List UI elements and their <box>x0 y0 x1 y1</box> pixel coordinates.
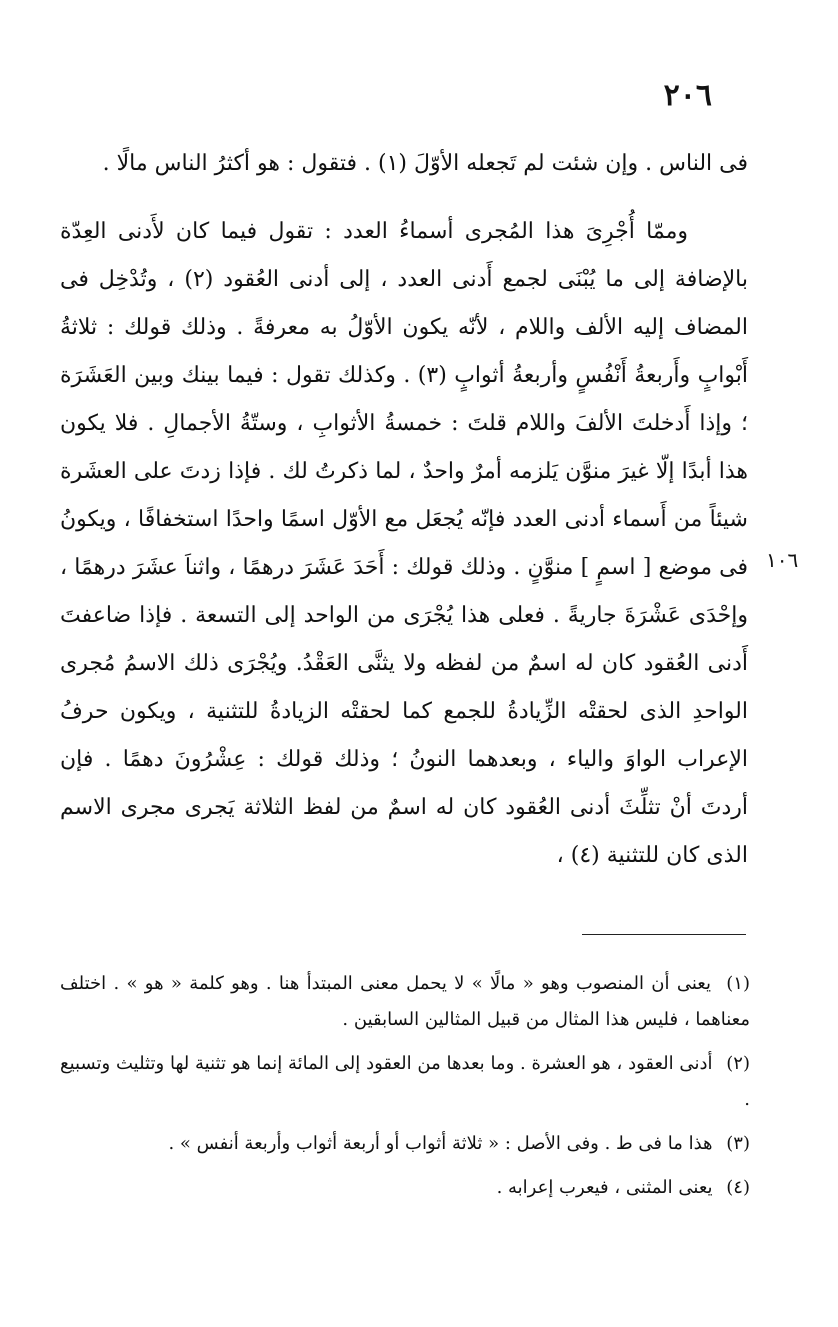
footnote-text: أدنى العقود ، هو العشرة . وما بعدها من العقود إلى المائة إنما هو تثنية لها وتثليث وتسبيع . <box>60 1053 750 1110</box>
footnote-number: (٣) <box>726 1133 750 1154</box>
footnote-3 <box>60 1126 750 1162</box>
footnote-2 <box>60 1046 750 1118</box>
footnote-text: هذا ما فى ط . وفى الأصل : « ثلاثة أثواب أو أربعة أثواب وأربعة أنفس » . <box>168 1133 713 1154</box>
footnote-1 <box>60 966 750 1038</box>
footnote-number: (٤) <box>726 1177 750 1198</box>
paragraph-2: وممّا أُجْرِىَ هذا المُجرى أسماءُ العدد : تقول فيما كان لأَدنى العِدّة بالإضافة إلى ما يُبْنَى لجمع أَدنى العدد ، إلى أدنى العُقود (٢) ، وتُدْخِل فى المضاف إليه الألف واللام ، لأنّه يكون الأوّلُ به معرفةً . وذلك قولك : ثلاثةُ أَبْوابٍ وأَربعةُ أَنْفُسٍ وأربعةُ أثوابٍ (٣) . وكذلك تقول : فيما بينك وبين العَشَرَة ؛ وإذا أَدخلتَ الألفَ واللام قلتَ : خمسةُ الأثوابِ ، وستّةُ الأجمالِ . فلا يكون هذا أبدًا إلّا غيرَ منوَّن يَلزمه أمرٌ واحدٌ ، لما ذكرتُ لك . فإذا زدتَ على العشَرة شيئاً من أَسماء أدنى العدد فإنّه يُجعَل مع الأوّل اسمًا واحدًا استخفافًا ، ويكونُ فى موضع [ اسمٍ ] منوَّنٍ . وذلك قولك : أَحَدَ عَشَرَ درهمًا ، واثناَ عشَرَ درهمًا ، وإحْدَى عَشْرَةَ جاريةً . فعلى هذا يُجْرَى من الواحد إلى التسعة . فإذا ضاعفتَ أَدنى العُقود كان له اسمٌ من لفظه ولا يثنَّى العَقْدُ. ويُجْرَى ذلك الاسمُ مُجرى الواحدِ الذى لحقتْه الزِّيادةُ للجمع كما لحقتْه الزيادةُ للتثنية ، ويكون حرفُ الإعراب الواوَ والياء ، وبعدهما النونُ ؛ وذلك قولك : عِشْرُونَ دهمًا . فإن أردتَ أنْ تثلِّثَ أدنى العُقود كان له اسمٌ من لفظ الثلاثة يَجرى مجرى الاسم الذى كان للتثنية (٤) ، <box>60 219 749 868</box>
footnote-divider <box>582 934 746 935</box>
margin-reference-number: ١٠٦ <box>766 548 799 572</box>
paragraph-1: فى الناس . وإن شئت لم تَجعله الأوّلَ (١) . فتقول : هو أكثرُ الناس مالًا . <box>102 151 748 176</box>
page-number: ٢٠٦ <box>663 78 712 113</box>
main-text <box>60 140 748 880</box>
footnote-number: (٢) <box>726 1053 750 1074</box>
footnote-text: يعنى المثنى ، فيعرب إعرابه . <box>496 1177 713 1198</box>
footnote-4 <box>60 1170 750 1206</box>
footnotes <box>60 966 750 1214</box>
footnote-number: (١) <box>726 973 750 994</box>
footnote-text: يعنى أن المنصوب وهو « مالًا » لا يحمل معنى المبتدأ هنا . وهو كلمة « هو » . اختلف معناهما ، فليس هذا المثال من قبيل المثالين السابقين . <box>60 973 750 1030</box>
